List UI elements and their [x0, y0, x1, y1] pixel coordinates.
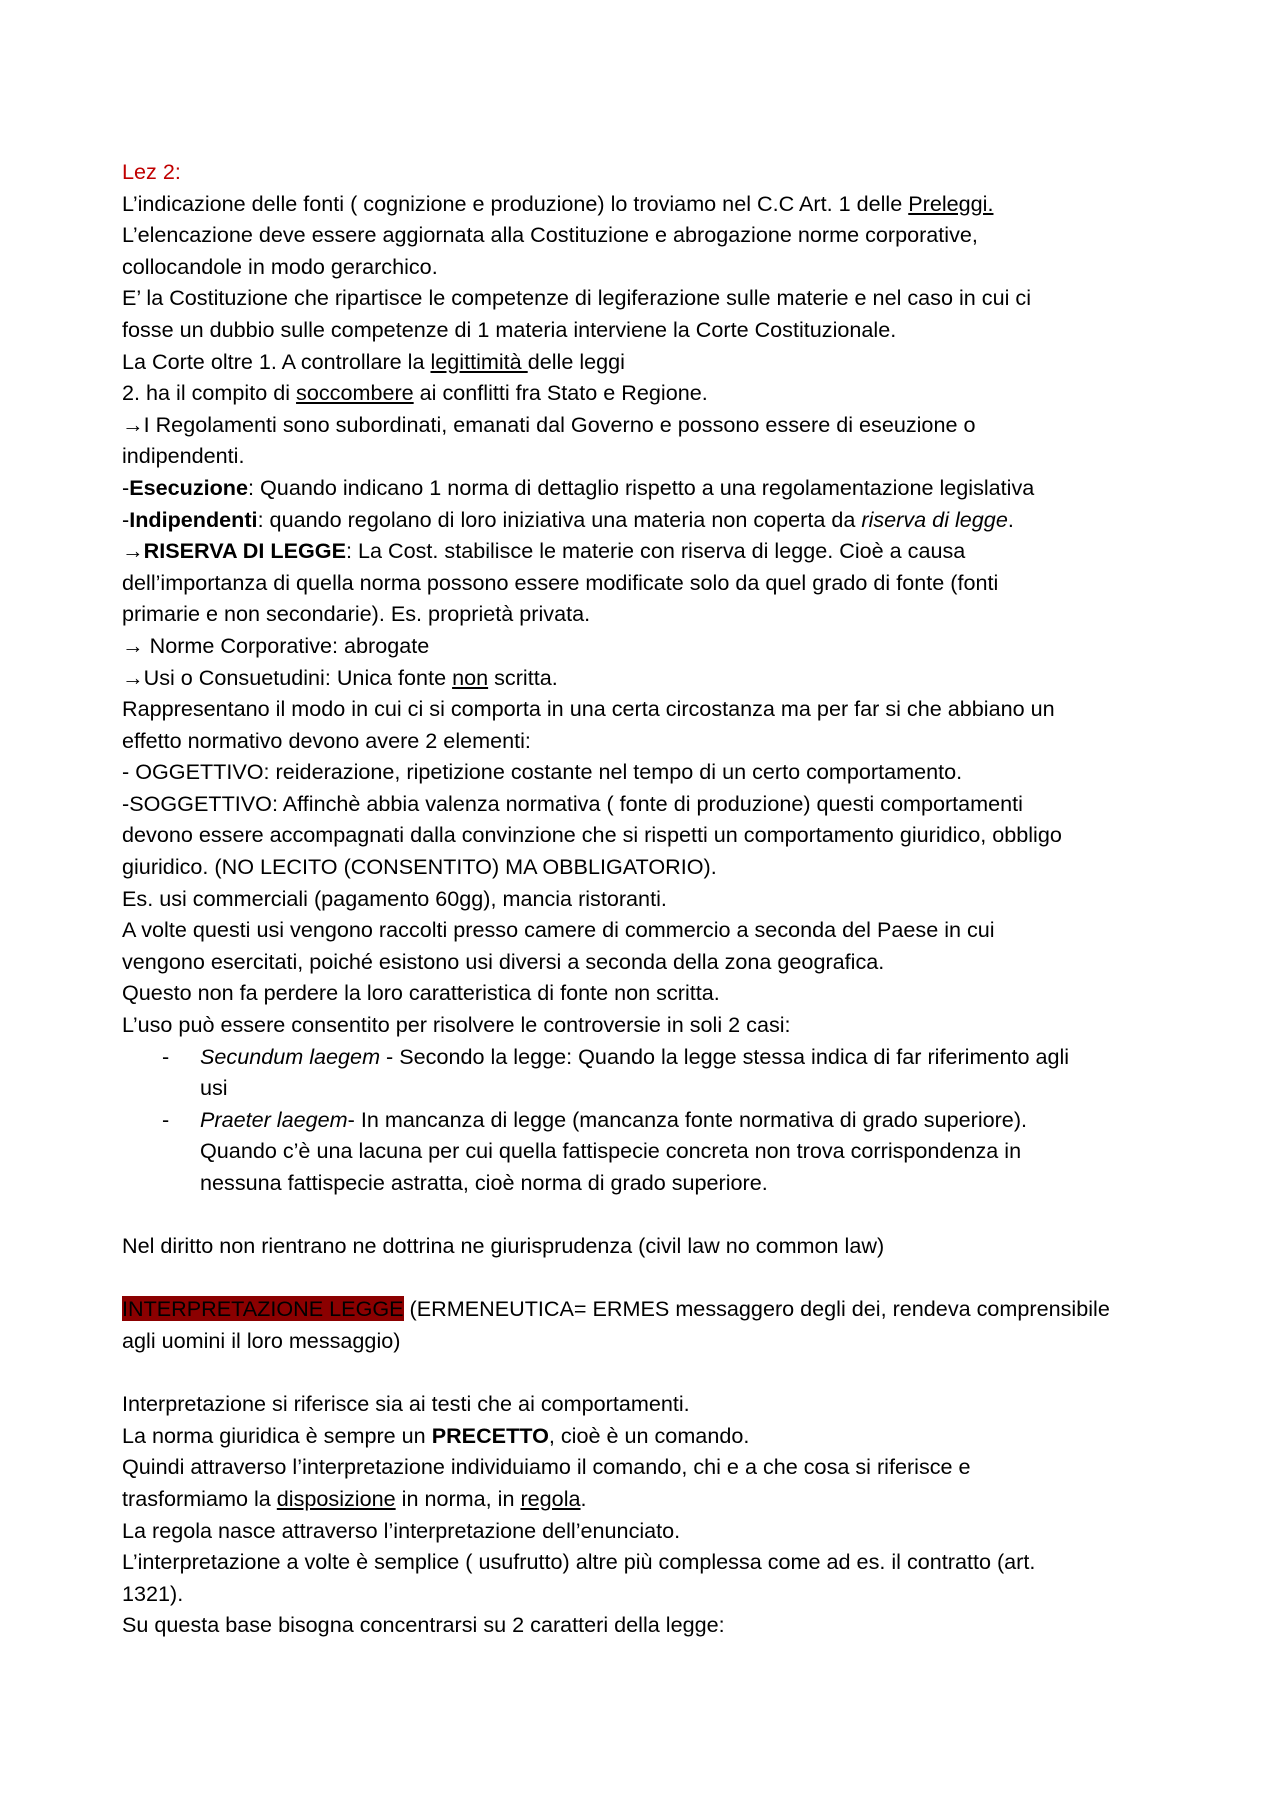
text: scritta.	[488, 664, 558, 690]
list-item-continuation: usi	[200, 1075, 228, 1101]
underlined-term: non	[452, 664, 489, 690]
text-line	[122, 1420, 1170, 1452]
text-line: E’ la Costituzione che ripartisce le competenze di legiferazione sulle materie e nel caso in cui ci	[122, 285, 1031, 311]
underlined-term: soccombere	[296, 380, 414, 406]
text-line: A volte questi usi vengono raccolti presso camere di commercio a seconda del Paese in cui	[122, 917, 995, 943]
underlined-term: regola	[520, 1485, 581, 1511]
arrow-icon: →	[122, 411, 144, 437]
text-line: Interpretazione si riferisce sia ai testi che ai comportamenti.	[122, 1391, 690, 1417]
text-line: agli uomini il loro messaggio)	[122, 1327, 401, 1353]
text-line: - OGGETTIVO: reiderazione, ripetizione costante nel tempo di un certo comportamento.	[122, 759, 963, 785]
text: .	[580, 1485, 587, 1511]
text-line	[122, 662, 1170, 694]
text-line	[122, 630, 1170, 662]
text-line	[122, 504, 1170, 536]
list-dash: -	[162, 1043, 170, 1069]
text-line: devono essere accompagnati dalla convinzione che si rispetti un comportamento giuridico, obbligo	[122, 822, 1062, 848]
underlined-term: disposizione	[276, 1485, 396, 1511]
text-line: primarie e non secondarie). Es. proprietà privata.	[122, 601, 591, 627]
text-line: effetto normativo devono avere 2 elementi:	[122, 727, 531, 753]
text-line	[122, 472, 1170, 504]
text-line: collocandole in modo gerarchico.	[122, 253, 438, 279]
text-line: Su questa base bisogna concentrarsi su 2 caratteri della legge:	[122, 1612, 725, 1638]
text: , cioè è un comando.	[548, 1422, 750, 1448]
text: ai conflitti fra Stato e Regione.	[413, 380, 708, 406]
text-line	[122, 535, 1170, 567]
text-line: Quindi attraverso l’interpretazione individuiamo il comando, chi e a che cosa si riferisce e	[122, 1454, 971, 1480]
text-line	[122, 188, 1170, 220]
blank-line	[122, 1199, 1170, 1231]
text: -	[122, 506, 130, 532]
italic-term: Secundum laegem	[200, 1043, 381, 1069]
text: - In mancanza di legge (mancanza fonte normativa di grado superiore).	[347, 1106, 1028, 1132]
text: Norme Corporative: abrogate	[143, 632, 430, 658]
text: La Corte oltre 1. A controllare la	[122, 348, 431, 374]
text: : quando regolano di loro iniziativa una materia non coperta da	[257, 506, 862, 532]
highlighted-heading: INTERPRETAZIONE LEGGE	[122, 1296, 404, 1322]
arrow-icon: →	[122, 664, 144, 690]
italic-term: riserva di legge	[861, 506, 1008, 532]
text: : La Cost. stabilisce le materie con riserva di legge. Cioè a causa	[345, 538, 966, 564]
text-line: L’elencazione deve essere aggiornata alla Costituzione e abrogazione norme corporative,	[122, 222, 978, 248]
text: I Regolamenti sono subordinati, emanati dal Governo e possono essere di eseuzione o	[143, 411, 976, 437]
italic-term: Praeter laegem	[200, 1106, 348, 1132]
text: delle leggi	[527, 348, 625, 374]
arrow-icon: →	[122, 632, 144, 658]
underlined-term: legittimità	[430, 348, 528, 374]
text-line	[122, 346, 1170, 378]
text-line: L’uso può essere consentito per risolvere le controversie in soli 2 casi:	[122, 1012, 791, 1038]
arrow-icon: →	[122, 538, 144, 564]
bold-term: Esecuzione	[129, 474, 249, 500]
text-line: Questo non fa perdere la loro caratteristica di fonte non scritta.	[122, 980, 720, 1006]
text-line: Es. usi commerciali (pagamento 60gg), mancia ristoranti.	[122, 885, 667, 911]
bold-term: PRECETTO	[431, 1422, 549, 1448]
bold-term: Indipendenti	[129, 506, 258, 532]
text-line: fosse un dubbio sulle competenze di 1 materia interviene la Corte Costituzionale.	[122, 316, 897, 342]
text: : Quando indicano 1 norma di dettaglio rispetto a una regolamentazione legislativa	[248, 474, 1035, 500]
text-line: Rappresentano il modo in cui ci si comporta in una certa circostanza ma per far si che abbiano un	[122, 696, 1055, 722]
underlined-term: Preleggi.	[908, 190, 994, 216]
text: La norma giuridica è sempre un	[122, 1422, 432, 1448]
text-line	[122, 377, 1170, 409]
text: .	[1007, 506, 1014, 532]
list-item	[122, 1041, 1170, 1073]
text: Usi o Consuetudini: Unica fonte	[143, 664, 453, 690]
list-item	[122, 1104, 1170, 1136]
blank-line	[122, 1357, 1170, 1389]
lesson-title: Lez 2:	[122, 159, 181, 184]
text: -	[122, 474, 130, 500]
text-line	[122, 1483, 1170, 1515]
text-line: L’interpretazione a volte è semplice ( usufrutto) altre più complessa come ad es. il contratto (art.	[122, 1549, 1036, 1575]
text: 2. ha il compito di	[122, 380, 297, 406]
blank-line	[122, 1262, 1170, 1294]
bold-term: RISERVA DI LEGGE	[143, 538, 346, 564]
text-line: vengono esercitati, poiché esistono usi diversi a seconda della zona geografica.	[122, 948, 885, 974]
text-line: indipendenti.	[122, 443, 245, 469]
text-line	[122, 409, 1170, 441]
text-line: giuridico. (NO LECITO (CONSENTITO) MA OBBLIGATORIO).	[122, 854, 717, 880]
list-dash: -	[162, 1106, 170, 1132]
text: (ERMENEUTICA= ERMES messaggero degli dei, rendeva comprensibile	[403, 1296, 1110, 1322]
text-line: Nel diritto non rientrano ne dottrina ne giurisprudenza (civil law no common law)	[122, 1233, 885, 1259]
text: L’indicazione delle fonti ( cognizione e produzione) lo troviamo nel C.C Art. 1 delle	[122, 190, 909, 216]
text-line: La regola nasce attraverso l’interpretazione dell’enunciato.	[122, 1517, 681, 1543]
text-line: dell’importanza di quella norma possono essere modificate solo da quel grado di fonte (fonti	[122, 569, 999, 595]
text-line: 1321).	[122, 1580, 184, 1606]
text: - Secondo la legge: Quando la legge stessa indica di far riferimento agli	[380, 1043, 1070, 1069]
text-line: -SOGGETTIVO: Affinchè abbia valenza normativa ( fonte di produzione) questi comportamenti	[122, 790, 1023, 816]
list-item-continuation: Quando c’è una lacuna per cui quella fattispecie concreta non trova corrispondenza in	[200, 1138, 1022, 1164]
text-line	[122, 1293, 1170, 1325]
text: in norma, in	[395, 1485, 521, 1511]
text: trasformiamo la	[122, 1485, 277, 1511]
list-item-continuation: nessuna fattispecie astratta, cioè norma di grado superiore.	[200, 1170, 768, 1195]
